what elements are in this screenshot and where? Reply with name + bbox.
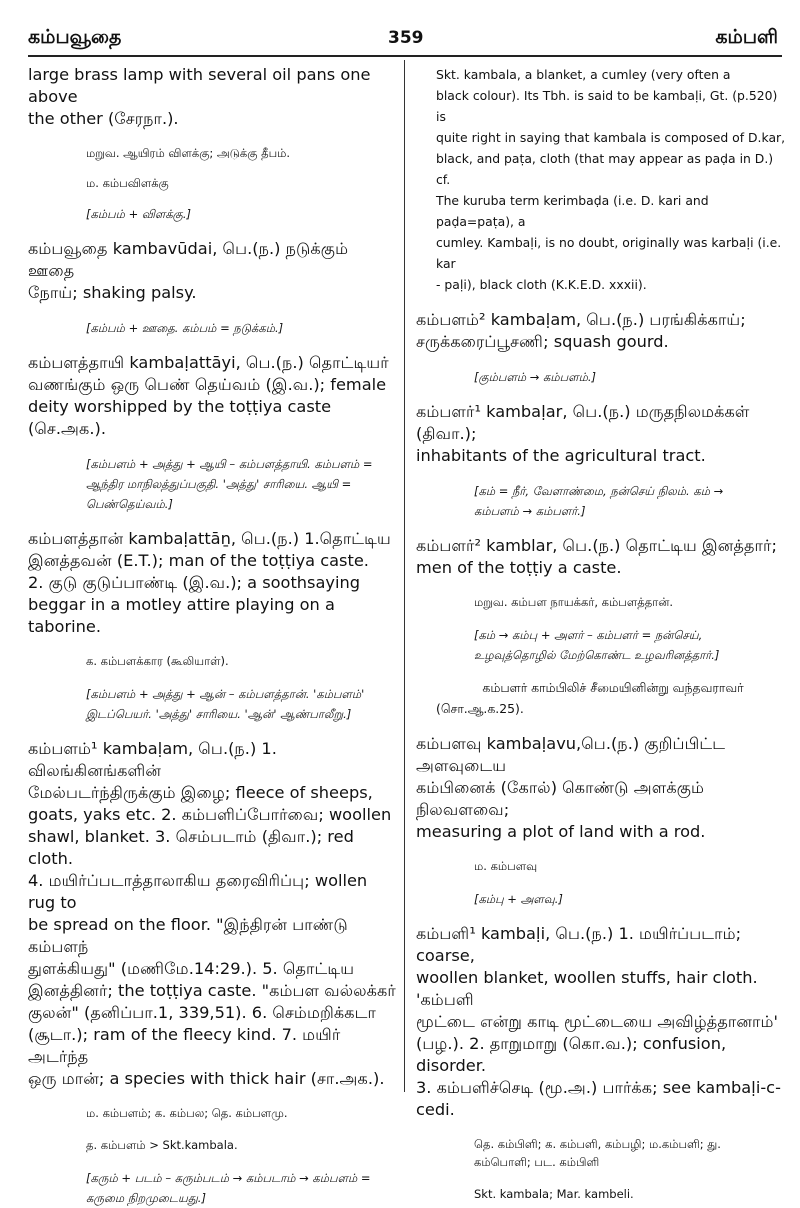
continued-entry-text: large brass lamp with several oil pans one above the other (சேரநா.).	[28, 65, 371, 128]
page-number: 359	[388, 28, 424, 48]
right-column	[416, 64, 790, 1203]
citation-quote: கம்பளர் காம்பிலிச் சீமையினின்று வந்தவராவர் (சொ.ஆ.க.25).	[436, 680, 744, 716]
left-running-headword: கம்பவூதை	[28, 26, 122, 48]
dictionary-entry-kambavudai: கம்பவூதை kambavūdai, பெ.(ந.) நடுக்கும் ஊதை நோய்; shaking palsy.	[28, 239, 349, 302]
etymology-note: [கம்பம் + ஊதை. கம்பம் = நடுக்கம்.]	[86, 321, 284, 335]
dictionary-entry-kambalar-2: கம்பளர்² kamblar, பெ.(ந.) தொட்டிய இனத்தார்; men of the toṭṭiy a caste.	[416, 536, 777, 577]
etymology-note: [கரும் + படம் – கரும்படம் → கம்படாம் → கம்பளம் = கருமை நிறமுடையது.]	[86, 1171, 371, 1205]
right-running-headword: கம்பளி	[715, 26, 778, 48]
cognate-note: க. கம்பளக்கார (கூலியாள்).	[86, 654, 229, 668]
sanskrit-note: த. கம்பளம் > Skt.kambala.	[86, 1138, 238, 1152]
dictionary-entry-kambalattayi: கம்பளத்தாயி kambaḷattāyi, பெ.(ந.) தொட்டியர் வணங்கும் ஒரு பெண் தெய்வம் (இ.வ.); female deity worshipped by the toṭṭiya caste (செ.அக.).	[28, 353, 389, 438]
sanskrit-etymology-note: Skt. kambala, a blanket, a cumley (very often a black colour). Its Tbh. is said to be kambaḷi, Gt. (p.520) is quite right in saying that kambala is composed of D.kar, black, and paṭa, cloth (that may appear as paḍa in D.) cf. The kuruba term kerimbaḍa (i.e. D. kari and paḍa=paṭa), a cumley. Kambaḷi, is no doubt, originally was karbaḷi (i.e. kar - paḷi), black cloth (K.K.E.D. xxxii).	[436, 67, 786, 292]
synonym-note: மறுவ. கம்பள நாயக்கர், கம்பளத்தான்.	[474, 595, 674, 609]
cognate-note: தெ. கம்பிளி; க. கம்பளி, கம்பழி; ம.கம்பளி; து. கம்பொளி; பட. கம்பிளி	[474, 1137, 721, 1169]
etymology-note: [கம் = நீர், வேளாண்மை, நன்செய் நிலம். கம் → கம்பளம் → கம்பளர்.]	[474, 484, 724, 518]
dictionary-entry-kambalavu: கம்பளவு kambaḷavu,பெ.(ந.) குறிப்பிட்ட அளவுடைய கம்பினைக் (கோல்) கொண்டு அளக்கும் நிலவளவை; measuring a plot of land with a rod.	[416, 734, 726, 841]
etymology-note: [கம் → கம்பு + அளர் – கம்பளர் = நன்செய், உழவுத்தொழில் மேற்கொண்ட உழவரினத்தார்.]	[474, 628, 720, 662]
sanskrit-note: Skt. kambala; Mar. kambeli.	[474, 1187, 634, 1201]
cognate-note: ம. கம்பளவு	[474, 859, 538, 873]
cognate-note: ம. கம்பளம்; க. கம்பல; தெ. கம்பளமு.	[86, 1106, 288, 1120]
left-column	[28, 64, 396, 1208]
cognate-note: ம. கம்பவிளக்கு	[86, 176, 169, 190]
synonym-note: மறுவ. ஆயிரம் விளக்கு; அடுக்கு தீபம்.	[86, 146, 291, 160]
dictionary-entry-kambalam-1: கம்பளம்¹ kambaḷam, பெ.(ந.) 1. விலங்கினங்களின் மேல்படர்ந்திருக்கும் இழை; fleece of sheeps, goats, yaks etc. 2. கம்பளிப்போர்வை; woollen shawl, blanket. 3. செம்படாம் (திவா.); red cloth. 4. மயிர்ப்படாத்தாலாகிய தரைவிரிப்பு; wollen rug to be spread on the floor. "இந்திரன் பாண்டு கம்பளந் துளக்கியது" (மணிமே.14:29.). 5. தொட்டிய இனத்தினர்; the toṭṭiya caste. "கம்பள வல்லக்கர் குலன்" (தனிப்பா.1, 339,51). 6. செம்மறிக்கடா (சூடா.); ram of the fleecy kind. 7. மயிர் அடர்ந்த ஒரு மான்; a species with thick hair (சா.அக.).	[28, 739, 396, 1088]
dictionary-entry-kambali-1: கம்பளி¹ kambaḷi, பெ.(ந.) 1. மயிர்ப்படாம்; coarse, woollen blanket, woollen stuffs, hair cloth. 'கம்பளி மூட்டை என்று காடி மூட்டையை அவிழ்த்தானாம்' (பழ.). 2. தாறுமாறு (கொ.வ.); confusion, disorder. 3. கம்பளிச்செடி (மூ.அ.) பார்க்க; see kambaḷi-c- cedi.	[416, 924, 781, 1119]
etymology-note: [கம்பு + அளவு.]	[474, 892, 563, 906]
page-header	[0, 0, 800, 58]
etymology-note: [கம்பம் + விளக்கு.]	[86, 207, 191, 221]
header-rule	[28, 55, 782, 57]
column-divider	[404, 60, 405, 1092]
dictionary-entry-kambalam-2: கம்பளம்² kambaḷam, பெ.(ந.) பரங்கிக்காய்; சருக்கரைப்பூசணி; squash gourd.	[416, 310, 746, 351]
dictionary-entry-kambalar-1: கம்பளர்¹ kambaḷar, பெ.(ந.) மருதநிலமக்கள் (திவா.); inhabitants of the agricultural tract.	[416, 402, 750, 465]
etymology-note: [கம்பளம் + அத்து + ஆயி – கம்பளத்தாயி. கம்பளம் = ஆந்திர மாநிலத்துப்பகுதி. 'அத்து' சாரியை. ஆயி = பெண்தெய்வம்.]	[86, 457, 373, 511]
dictionary-entry-kambalattan: கம்பளத்தான் kambaḷattāṉ, பெ.(ந.) 1.தொட்டிய இனத்தவன் (E.T.); man of the toṭṭiya caste. 2. குடு குடுப்பாண்டி (இ.வ.); a soothsaying beggar in a motley attire playing on a taborine.	[28, 529, 391, 636]
etymology-note: [கம்பளம் + அத்து + ஆன் – கம்பளத்தான். 'கம்பளம்' இடப்பெயர். 'அத்து' சாரியை. 'ஆன்' ஆண்பாலீறு.]	[86, 687, 365, 721]
etymology-note: [கும்பளம் → கம்பளம்.]	[474, 370, 596, 384]
